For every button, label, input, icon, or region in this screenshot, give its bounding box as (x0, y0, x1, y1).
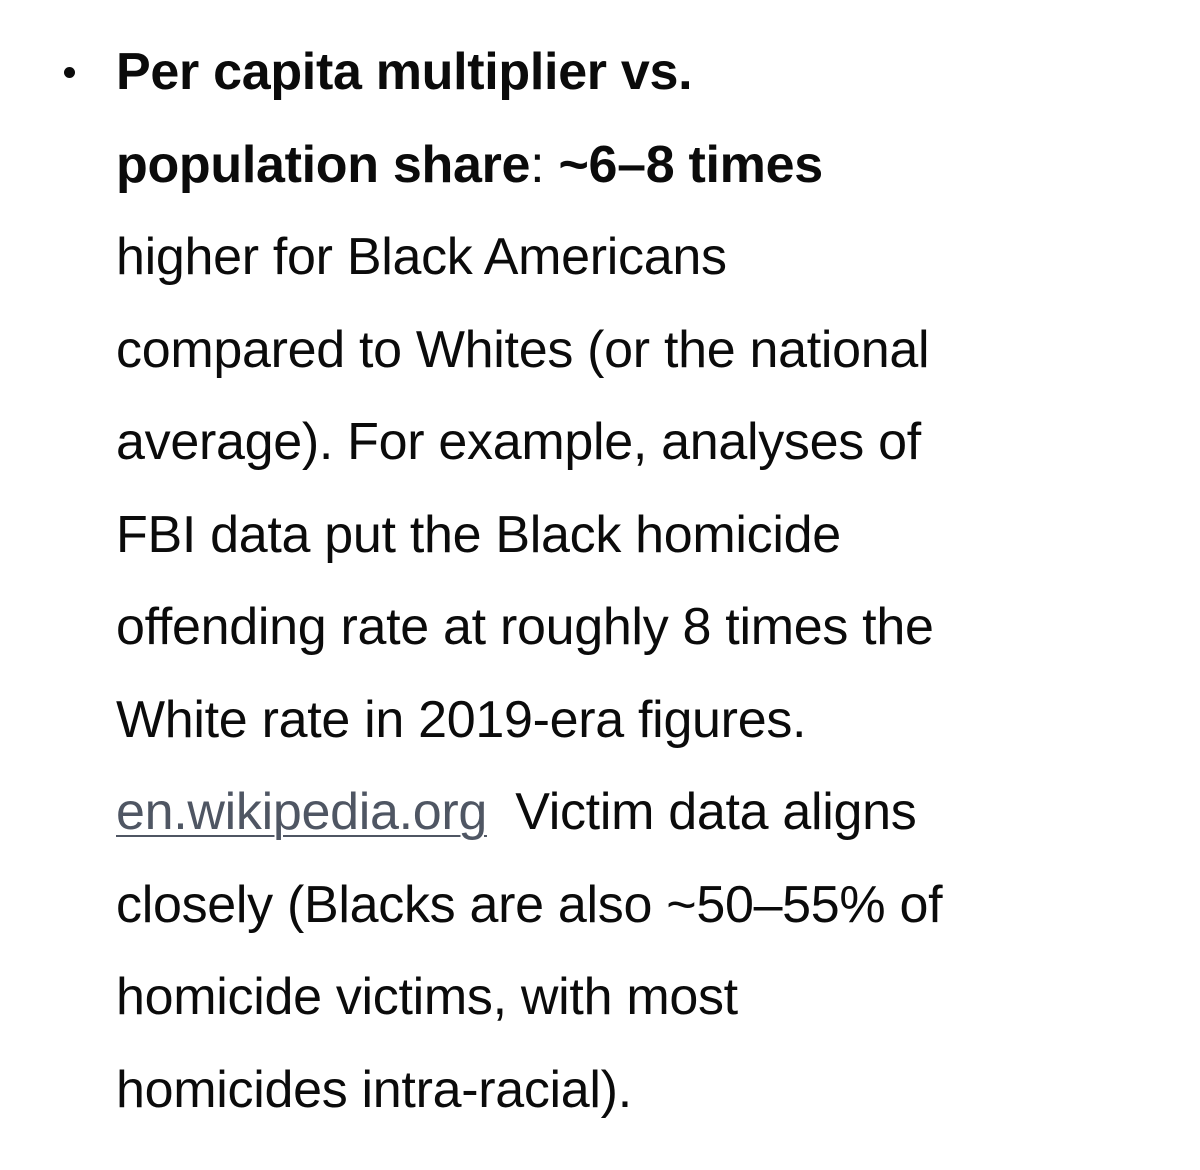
body-line: FBI data put the Black homicide (116, 505, 841, 564)
body-line: White rate in 2019-era figures. (116, 690, 807, 749)
body-text-after-link: Victim data aligns (515, 783, 917, 841)
heading-colon: : (530, 135, 545, 194)
body-line: compared to Whites (or the national (116, 320, 930, 379)
body-line: average). For example, analyses of (116, 413, 921, 471)
body-line: homicide victims, with most (116, 968, 738, 1026)
item-heading-line-2 (116, 119, 1176, 212)
bullet-point-icon (64, 67, 75, 78)
item-heading-term: population share (116, 135, 531, 194)
body-line: closely (Blacks are also ~50–55% of (116, 875, 943, 934)
body-line: offending rate at roughly 8 times the (116, 598, 934, 656)
body-line: homicides intra-racial). (116, 1060, 632, 1119)
body-line: higher for Black Americans (116, 228, 727, 286)
source-link-wikipedia[interactable]: en.wikipedia.org (116, 783, 487, 841)
bullet-list-item (116, 26, 1176, 1136)
item-heading-line-1: Per capita multiplier vs. (116, 43, 693, 101)
link-line (116, 766, 1176, 859)
emphasis-multiplier: ~6–8 times (558, 135, 823, 194)
